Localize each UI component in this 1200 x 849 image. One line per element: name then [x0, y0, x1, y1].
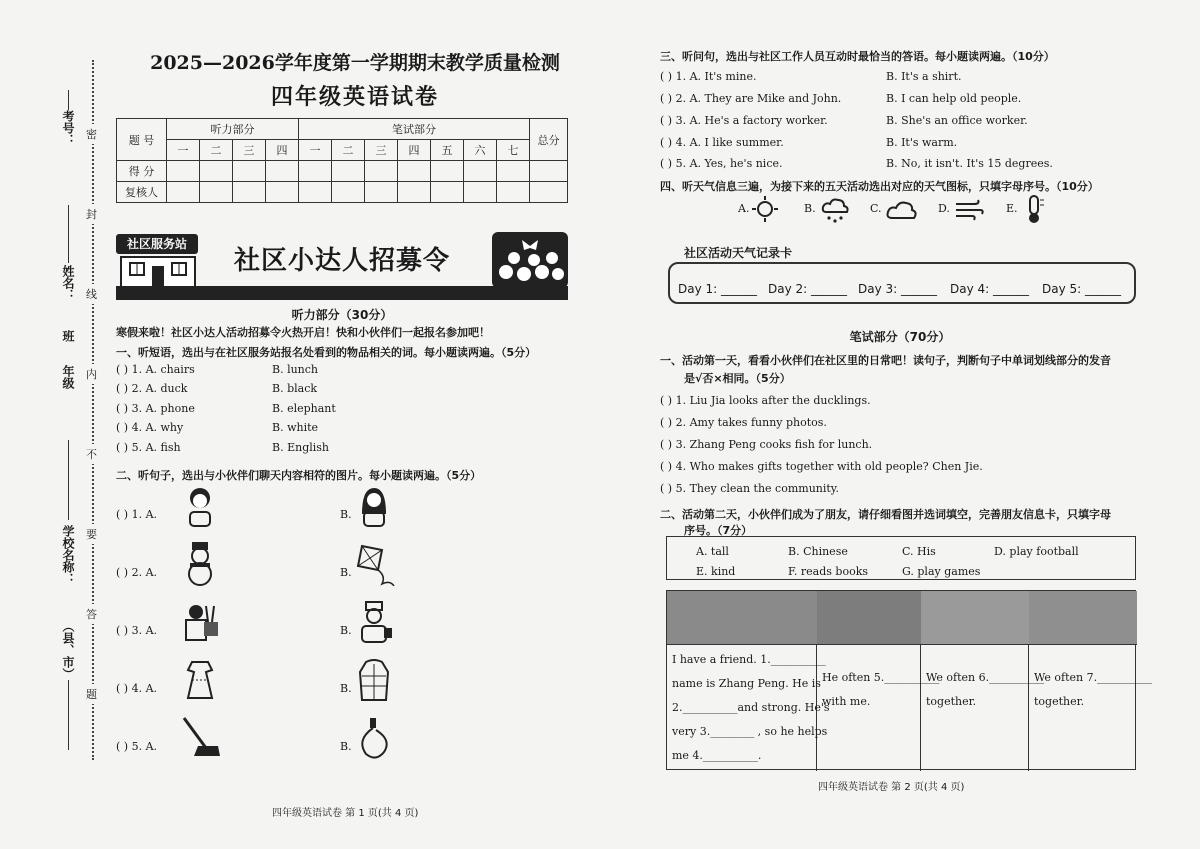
cell4-line: together. [1034, 695, 1085, 708]
ls3-q4-b: B. It's warm. [886, 136, 958, 149]
score-cell[interactable] [167, 161, 200, 182]
windy-icon [954, 198, 984, 226]
cell1-line: 2.__________and strong. He's [672, 701, 830, 714]
score-col: 一 [167, 140, 200, 161]
kite-icon [352, 542, 396, 586]
ls3-q2-b: B. I can help old people. [886, 92, 1022, 105]
ls1-q5-a[interactable]: ( ) 5. A. fish [116, 441, 181, 454]
score-cell[interactable] [464, 182, 497, 203]
cell4-line: We often 7.__________ [1034, 671, 1153, 684]
listening-intro: 寒假来啦！社区小达人活动招募令火热开启！快和小伙伴们一起报名参加吧！ [116, 326, 490, 339]
ws1-title-l2: 是√否×相同。（5分） [684, 372, 791, 385]
ls2-q4-a[interactable]: ( ) 4. A. [116, 682, 158, 695]
cell1-line: I have a friend. 1.__________ [672, 653, 826, 666]
word-option: B. Chinese [788, 545, 848, 558]
banner-title: 社区小达人招募令 [234, 246, 451, 276]
side-label-ban: 班 [61, 330, 75, 342]
farmer-with-crops-icon [178, 600, 222, 644]
xianshi-blank [68, 680, 69, 750]
weather-card-title: 社区活动天气记录卡 [684, 246, 793, 260]
ls3-q3-b: B. She's an office worker. [886, 114, 1028, 127]
score-cell[interactable] [398, 182, 431, 203]
score-table [116, 118, 568, 203]
weather-opt-e: E. [1006, 202, 1018, 215]
score-cell[interactable] [332, 161, 365, 182]
score-cell[interactable] [200, 182, 233, 203]
day-3-blank[interactable]: Day 3: ______ [858, 282, 938, 296]
ls2-q3-a[interactable]: ( ) 3. A. [116, 624, 158, 637]
ls2-q2-b: B. [340, 566, 352, 579]
score-col: 六 [464, 140, 497, 161]
score-col: 一 [299, 140, 332, 161]
word-option: F. reads books [788, 565, 869, 578]
girl-short-hair-icon [178, 484, 222, 528]
score-cell[interactable] [530, 161, 568, 182]
word-option: E. kind [696, 565, 736, 578]
score-cell[interactable] [464, 161, 497, 182]
score-col: 三 [233, 140, 266, 161]
side-label-xuexiao: 学校名称： [61, 525, 75, 585]
ls3-q2-a[interactable]: ( ) 2. A. They are Mike and John. [660, 92, 842, 105]
day-2-blank[interactable]: Day 2: ______ [768, 282, 848, 296]
ls1-title: 一、听短语，选出与在社区服务站报名处看到的物品相关的词。每小题读两遍。（5分） [116, 346, 537, 359]
ls1-q4-b: B. white [272, 421, 319, 434]
day-1-blank[interactable]: Day 1: ______ [678, 282, 758, 296]
girl-long-hair-icon [352, 484, 396, 528]
score-col: 五 [431, 140, 464, 161]
ls3-q5-a[interactable]: ( ) 5. A. Yes, he's nice. [660, 157, 783, 170]
ls1-q4-a[interactable]: ( ) 4. A. why [116, 421, 184, 434]
score-header-tihao: 题 号 [117, 119, 167, 161]
seal-char: 题 [86, 684, 97, 704]
ls2-q5-b: B. [340, 740, 352, 753]
score-cell[interactable] [200, 161, 233, 182]
written-heading: 笔试部分（70分） [849, 330, 951, 344]
ws1-q3[interactable]: ( ) 3. Zhang Peng cooks fish for lunch. [660, 438, 873, 451]
word-bank [666, 536, 1136, 580]
weather-opt-a: A. [738, 202, 750, 215]
score-cell[interactable] [365, 182, 398, 203]
ws1-q5[interactable]: ( ) 5. They clean the community. [660, 482, 840, 495]
ls1-q1-b: B. lunch [272, 363, 319, 376]
score-cell[interactable] [266, 182, 299, 203]
score-cell[interactable] [332, 182, 365, 203]
thermometer-icon [1022, 194, 1048, 228]
day-5-blank[interactable]: Day 5: ______ [1042, 282, 1122, 296]
score-cell[interactable] [266, 161, 299, 182]
reading-photo [817, 591, 921, 645]
cell1-line: me 4.__________. [672, 749, 762, 762]
exam-subtitle: 四年级英语试卷 [270, 84, 439, 110]
score-cell[interactable] [497, 161, 530, 182]
house-icon [120, 256, 196, 288]
ls3-q5-b: B. No, it isn't. It's 15 degrees. [886, 157, 1053, 170]
weather-opt-c: C. [870, 202, 882, 215]
score-cell[interactable] [431, 161, 464, 182]
ls1-q1-a[interactable]: ( ) 1. A. chairs [116, 363, 195, 376]
ls2-q2-a[interactable]: ( ) 2. A. [116, 566, 158, 579]
score-cell[interactable] [497, 182, 530, 203]
side-label-nianji: 年级 [61, 365, 75, 389]
friends-photo [667, 591, 817, 645]
ls2-q3-b: B. [340, 624, 352, 637]
cell3-line: together. [926, 695, 977, 708]
cell1-line: name is Zhang Peng. He is [672, 677, 821, 690]
score-col: 二 [200, 140, 233, 161]
seal-char: 要 [86, 524, 97, 544]
score-col: 四 [266, 140, 299, 161]
score-col: 三 [365, 140, 398, 161]
seal-char: 不 [86, 444, 97, 464]
ls1-q3-b: B. elephant [272, 402, 336, 415]
ws2-title-l2: 序号。（7分） [684, 524, 753, 537]
seal-dotted-line [92, 60, 94, 760]
seal-char: 内 [86, 364, 97, 384]
station-sign: 社区服务站 [116, 234, 198, 254]
side-label-xingming: 姓名： [61, 265, 75, 301]
cell1-line: very 3.________ , so he helps [672, 725, 828, 738]
word-option: G. play games [902, 565, 981, 578]
day-4-blank[interactable]: Day 4: ______ [950, 282, 1030, 296]
footer-right: 四年级英语试卷 第 2 页(共 4 页) [818, 782, 965, 793]
ls2-title: 二、听句子，选出与小伙伴们聊天内容相符的图片。每小题读两遍。（5分） [116, 469, 482, 482]
ws1-q4[interactable]: ( ) 4. Who makes gifts together with old people? Chen Jie. [660, 460, 983, 473]
ws1-q2[interactable]: ( ) 2. Amy takes funny photos. [660, 416, 827, 429]
recruit-banner [116, 230, 568, 300]
playing-photo [921, 591, 1029, 645]
mop-icon [178, 716, 222, 760]
xingming-blank [68, 205, 69, 263]
xuexiao-blank [68, 440, 69, 520]
ls4-title: 四、听天气信息三遍，为接下来的五天活动选出对应的天气图标，只填字母序号。（10分） [660, 180, 1099, 193]
ls3-title: 三、听问句，选出与社区工作人员互动时最恰当的答语。每小题读两遍。（10分） [660, 50, 1055, 63]
dress-icon [178, 658, 222, 702]
ls1-q5-b: B. English [272, 441, 329, 454]
cell2-line: He often 5.__________ [822, 671, 940, 684]
ws2-title-l1: 二、活动第二天，小伙伴们成为了朋友，请仔细看图并选词填空，完善朋友信息卡，只填字母 [660, 508, 1111, 521]
word-option: D. play football [994, 545, 1079, 558]
score-row-label: 复核人 [117, 182, 167, 203]
side-label-xianshi: （县、市） [61, 620, 75, 680]
score-header-written: 笔试部分 [299, 119, 530, 140]
score-header-listening: 听力部分 [167, 119, 299, 140]
score-col: 四 [398, 140, 431, 161]
ls3-q3-a[interactable]: ( ) 3. A. He's a factory worker. [660, 114, 828, 127]
ws1-title-l1: 一、活动第一天，看看小伙伴们在社区里的日常吧！读句子，判断句子中单词划线部分的发音 [660, 354, 1111, 367]
flower-butterfly-icon [492, 232, 568, 288]
seal-char: 密 [86, 124, 97, 144]
score-cell[interactable] [167, 182, 200, 203]
ls3-q1-b: B. It's a shirt. [886, 70, 962, 83]
score-cell[interactable] [299, 182, 332, 203]
ls3-q4-a[interactable]: ( ) 4. A. I like summer. [660, 136, 784, 149]
score-row-label: 得 分 [117, 161, 167, 182]
score-cell[interactable] [530, 182, 568, 203]
weather-opt-d: D. [938, 202, 950, 215]
seal-char: 线 [86, 284, 97, 304]
snowman-icon [178, 542, 222, 586]
sunny-icon [752, 196, 778, 226]
score-cell[interactable] [398, 161, 431, 182]
ls1-q2-b: B. black [272, 382, 318, 395]
kaohao-blank [68, 90, 69, 110]
seal-char: 封 [86, 204, 97, 224]
football-photo [1029, 591, 1137, 645]
word-option: C. His [902, 545, 936, 558]
footer-left: 四年级英语试卷 第 1 页(共 4 页) [272, 808, 419, 819]
ls2-q4-b: B. [340, 682, 352, 695]
score-cell[interactable] [365, 161, 398, 182]
listening-heading: 听力部分（30分） [291, 308, 393, 322]
ls2-q1-a[interactable]: ( ) 1. A. [116, 508, 158, 521]
ls3-q1-a[interactable]: ( ) 1. A. It's mine. [660, 70, 757, 83]
winter-coat-icon [352, 658, 396, 702]
ls2-q1-b: B. [340, 508, 352, 521]
score-cell[interactable] [233, 182, 266, 203]
nurse-icon [352, 600, 396, 644]
cloudy-icon [886, 198, 918, 224]
exam-title: 2025—2026学年度第一学期期末教学质量检测 [150, 52, 560, 74]
score-cell[interactable] [431, 182, 464, 203]
word-option: A. tall [696, 545, 729, 558]
score-header-total: 总分 [530, 119, 568, 161]
ls1-q3-a[interactable]: ( ) 3. A. phone [116, 402, 195, 415]
score-cell[interactable] [233, 161, 266, 182]
seal-char: 答 [86, 604, 97, 624]
side-label-kaohao: 考号： [61, 110, 75, 146]
score-col: 七 [497, 140, 530, 161]
score-cell[interactable] [299, 161, 332, 182]
jump-rope-icon [352, 716, 396, 760]
cell3-line: We often 6.__________ [926, 671, 1045, 684]
weather-opt-b: B. [804, 202, 816, 215]
score-col: 二 [332, 140, 365, 161]
ls1-q2-a[interactable]: ( ) 2. A. duck [116, 382, 188, 395]
ws1-q1[interactable]: ( ) 1. Liu Jia looks after the ducklings. [660, 394, 871, 407]
cell2-line: with me. [822, 695, 871, 708]
snowy-icon [820, 196, 850, 228]
ls2-q5-a[interactable]: ( ) 5. A. [116, 740, 158, 753]
